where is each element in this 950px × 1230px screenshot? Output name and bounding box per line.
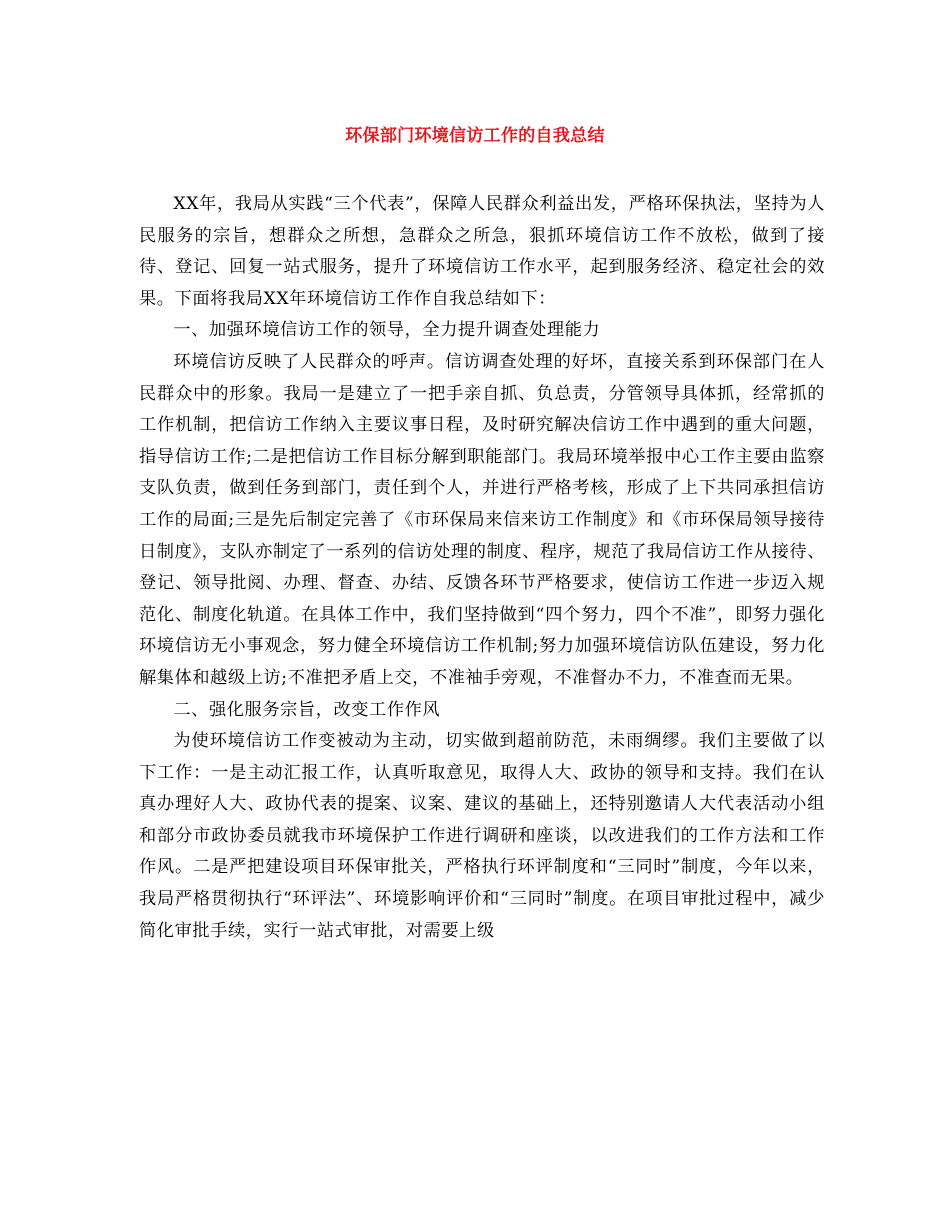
document-body — [139, 189, 825, 947]
paragraph-section-2: 为使环境信访工作变被动为主动，切实做到超前防范，未雨绸缪。我们主要做了以下工作：一是主动汇报工作，认真听取意见，取得人大、政协的领导和支持。我们在认真办理好人大、政协代表的提案、议案、建议的基础上，还特别邀请人大代表活动小组和部分市政协委员就我市环境保护工作进行调研和座谈，以改进我们的工作方法和工作作风。二是严把建设项目环保审批关，严格执行环评制度和“三同时”制度，今年以来，我局严格贯彻执行“环评法”、环境影响评价和“三同时”制度。在项目审批过程中，减少简化审批手续，实行一站式审批，对需要上级 — [139, 731, 825, 941]
paragraph-intro: XX年，我局从实践“三个代表”，保障人民群众利益出发，严格环保执法，坚持为人民服务的宗旨，想群众之所想，急群众之所急，狠抓环境信访工作不放松，做到了接待、登记、回复一站式服务，提升了环境信访工作水平，起到服务经济、稳定社会的效果。下面将我局XX年环境信访工作作自我总结如下： — [139, 194, 825, 309]
document-title: 环保部门环境信访工作的自我总结 — [345, 126, 605, 146]
section-heading-2: 二、强化服务宗旨，改变工作作风 — [173, 699, 441, 720]
section-heading-1: 一、加强环境信访工作的领导，全力提升调查处理能力 — [173, 320, 601, 341]
paragraph-section-1: 环境信访反映了人民群众的呼声。信访调查处理的好坏，直接关系到环保部门在人民群众中的形象。我局一是建立了一把手亲自抓、负总责，分管领导具体抓，经常抓的工作机制，把信访工作纳入主要议事日程，及时研究解决信访工作中遇到的重大问题，指导信访工作;二是把信访工作目标分解到职能部门。我局环境举报中心工作主要由监察支队负责，做到任务到部门，责任到个人，并进行严格考核，形成了上下共同承担信访工作的局面;三是先后制定完善了《市环保局来信来访工作制度》和《市环保局领导接待日制度》，支队亦制定了一系列的信访处理的制度、程序，规范了我局信访工作从接待、登记、领导批阅、办理、督查、办结、反馈各环节严格要求，使信访工作进一步迈入规范化、制度化轨道。在具体工作中，我们坚持做到“四个努力，四个不准”，即努力强化环境信访无小事观念，努力健全环境信访工作机制;努力加强环境信访队伍建设，努力化解集体和越级上访;不准把矛盾上交，不准袖手旁观，不准督办不力，不准查而无果。 — [139, 351, 825, 688]
